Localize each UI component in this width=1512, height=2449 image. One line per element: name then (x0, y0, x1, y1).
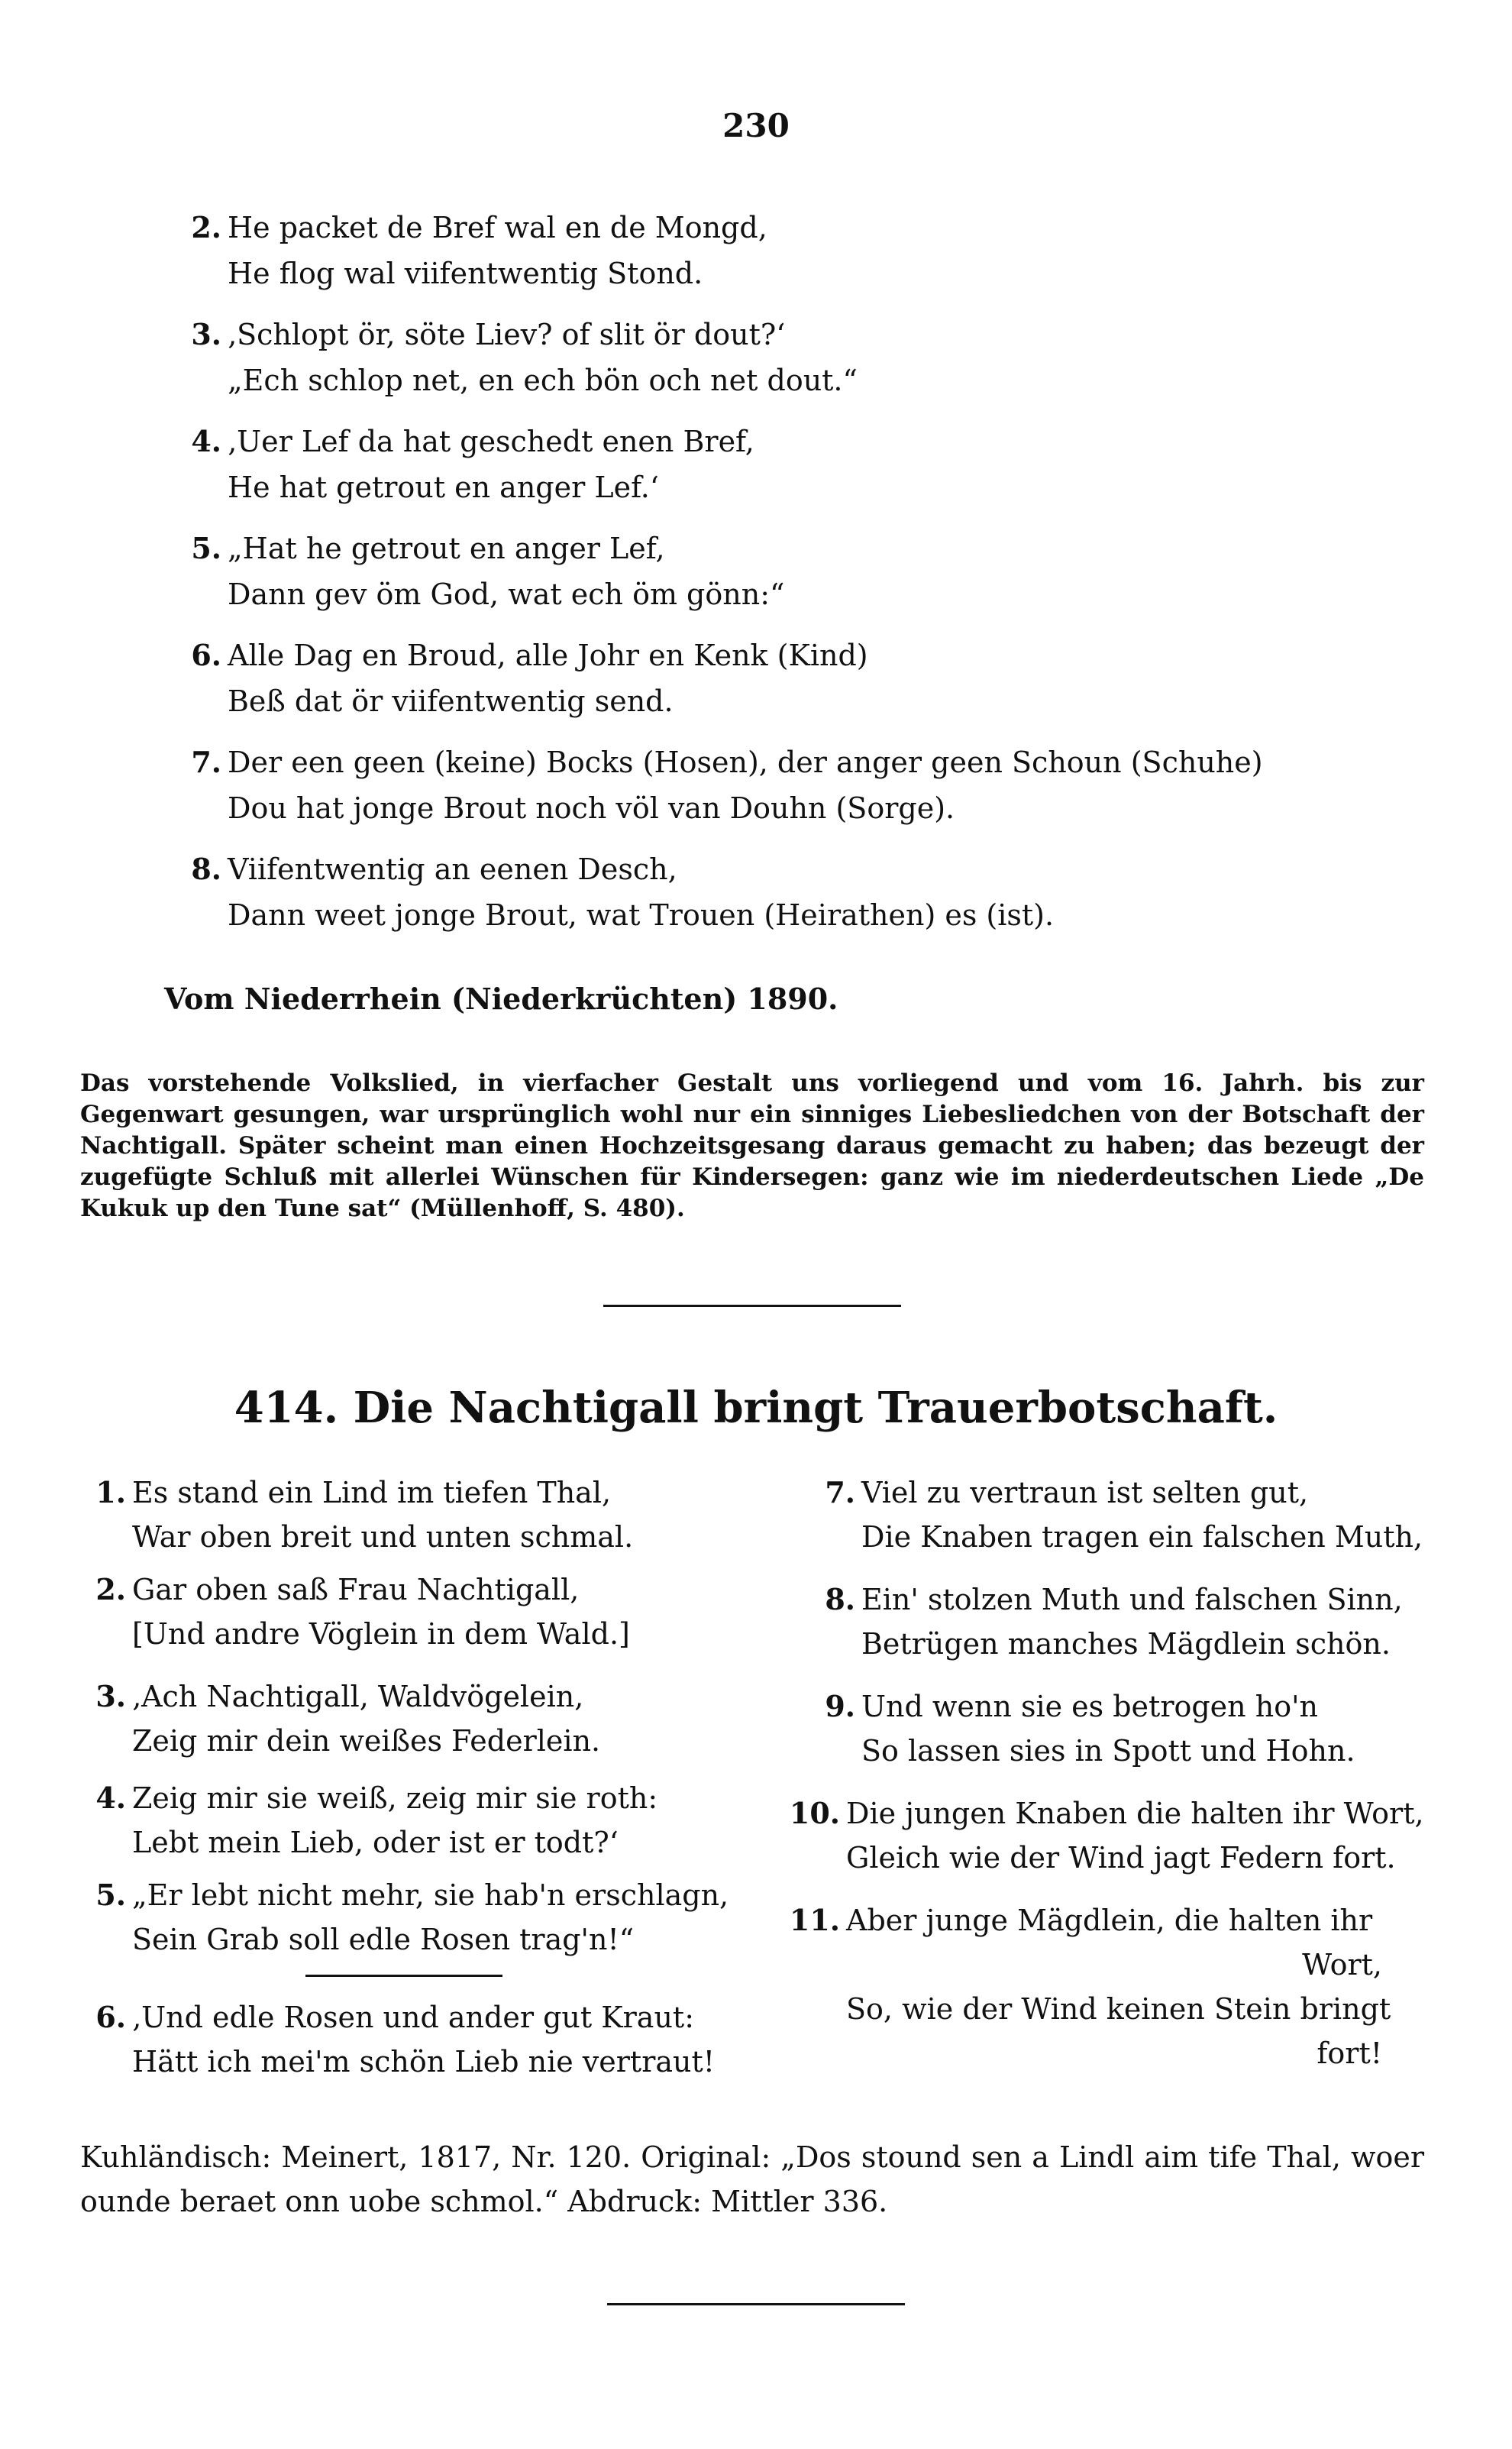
verse-line: „Ech schlop net, en ech bön och net dout.“ (228, 364, 858, 397)
verse-line: 11. Aber junge Mägdlein, die halten ihr (779, 1898, 1391, 1943)
stanza-number: 7. (825, 1475, 855, 1509)
verse-line: 7. Der een geen (keine) Bocks (Hosen), der anger geen Schoun (Schuhe) (182, 739, 1263, 785)
verse-line: [Und andre Vöglein in dem Wald.] (132, 1617, 630, 1651)
verse-line: 6. Alle Dag en Broud, alle Johr en Kenk (Kind) (182, 632, 868, 678)
verse-line: fort! (1317, 2037, 1382, 2070)
verse-line: He hat getrout en anger Lef.‘ (228, 471, 659, 504)
verse-line: Dann gev öm God, wat ech öm gönn:“ (228, 577, 785, 611)
verse-line: 10. Die jungen Knaben die halten ihr Wort, (779, 1791, 1424, 1836)
song-stanza-8 (794, 1577, 1403, 1666)
column-divider (305, 1975, 502, 1977)
verse-line: 8. Ein' stolzen Muth und falschen Sinn, (794, 1577, 1403, 1622)
stanza-number: 8. (825, 1582, 855, 1616)
song-stanza-10 (779, 1791, 1424, 1880)
commentary-paragraph: Das vorstehende Volkslied, in vierfacher Gestalt uns vorliegend und vom 16. Jahrh. bis zur Gegenwart gesungen, war ursprünglich wohl nur ein sinniges Liebesliedchen von der Botschaft der Nachtigall. Später scheint man einen Hochzeitsgesang daraus gemacht zu haben; das bezeugt der zugefügte Schluß mit allerlei Wünschen für Kindersegen: ganz wie im niederdeutschen Liede „De Kukuk up den Tune sat“ (Müllenhoff, S. 480). (80, 1069, 1424, 1222)
verse-line: So lassen sies in Spott und Hohn. (861, 1734, 1355, 1768)
verse-line: 7. Viel zu vertraun ist selten gut, (794, 1470, 1423, 1515)
song-stanza-7 (794, 1470, 1423, 1559)
stanza-number: 6. (191, 638, 221, 672)
verse-line: 1. Es stand ein Lind im tiefen Thal, (80, 1470, 633, 1515)
verse-line: Beß dat ör viifentwentig send. (228, 684, 674, 718)
song-number: 414. (234, 1383, 339, 1433)
stanza-number: 8. (191, 852, 221, 886)
verse-line: Lebt mein Lieb, oder ist er todt?‘ (132, 1826, 619, 1859)
stanza-number: 9. (825, 1689, 855, 1723)
verse-line: 3. ‚Ach Nachtigall, Waldvögelein, (80, 1674, 600, 1719)
verse-line: 8. Viifentwentig an eenen Desch, (182, 846, 1054, 892)
stanza-number: 5. (95, 1878, 126, 1912)
end-divider (607, 2303, 905, 2305)
stanza-number: 3. (191, 317, 221, 351)
verse-line: He flog wal viifentwentig Stond. (228, 257, 703, 290)
stanza-number: 10. (789, 1796, 840, 1830)
verse-line: Hätt ich mei'm schön Lieb nie vertraut! (132, 2045, 716, 2079)
stanza-5 (182, 526, 784, 617)
song-stanza-1 (80, 1470, 633, 1559)
song-heading (0, 1383, 1512, 1433)
song-source: Kuhländisch: Meinert, 1817, Nr. 120. Original: „Dos stound sen a Lindl aim tife Thal, woer ounde beraet onn uobe schmol.“ Abdruck: Mittler 336. (80, 2140, 1424, 2218)
section-divider (603, 1305, 901, 1307)
stanza-number: 1. (95, 1475, 126, 1509)
stanza-3 (182, 312, 858, 403)
stanza-4 (182, 419, 754, 510)
verse-line: Die Knaben tragen ein falschen Muth, (861, 1520, 1423, 1554)
stanza-number: 2. (95, 1572, 126, 1606)
verse-line: 6. ‚Und edle Rosen und ander gut Kraut: (80, 1995, 715, 2040)
verse-line: Wort, (1302, 1948, 1382, 1982)
page-number: 230 (722, 107, 790, 144)
stanza-7 (182, 739, 1263, 831)
verse-line: 4. ‚Uer Lef da hat geschedt enen Bref, (182, 419, 754, 464)
verse-line: So, wie der Wind keinen Stein bringt (846, 1992, 1391, 2026)
verse-line: 2. He packet de Bref wal en de Mongd, (182, 205, 767, 251)
stanza-8 (182, 846, 1054, 938)
stanza-number: 3. (95, 1679, 126, 1713)
stanza-number: 7. (191, 745, 221, 779)
verse-line: Zeig mir dein weißes Federlein. (132, 1724, 601, 1758)
song-stanza-2 (80, 1567, 630, 1656)
stanza-number: 5. (191, 531, 221, 565)
verse-line: Dou hat jonge Brout noch völ van Douhn (Sorge). (228, 791, 955, 825)
verse-line: 5. „Er lebt nicht mehr, sie hab'n erschlagn, (80, 1873, 729, 1917)
stanza-6 (182, 632, 868, 724)
stanza-number: 4. (191, 424, 221, 458)
verse-line: 2. Gar oben saß Frau Nachtigall, (80, 1567, 630, 1612)
song-stanza-4 (80, 1776, 657, 1865)
stanza-number: 4. (95, 1781, 126, 1815)
song-stanza-9 (794, 1684, 1355, 1773)
stanza-number: 11. (789, 1903, 840, 1937)
verse-line: Betrügen manches Mägdlein schön. (861, 1627, 1391, 1661)
verse-line: Gleich wie der Wind jagt Federn fort. (846, 1841, 1396, 1875)
stanza-number: 6. (95, 2000, 126, 2034)
song-stanza-6 (80, 1995, 715, 2084)
verse-line: War oben breit und unten schmal. (132, 1520, 634, 1554)
verse-line: 3. ‚Schlopt ör, söte Liev? of slit ör dout?‘ (182, 312, 858, 357)
song-stanza-5 (80, 1873, 729, 1962)
poem-source: Vom Niederrhein (Niederkrüchten) 1890. (164, 982, 838, 1016)
verse-line: Sein Grab soll edle Rosen trag'n!“ (132, 1923, 635, 1956)
verse-line: 9. Und wenn sie es betrogen ho'n (794, 1684, 1355, 1729)
stanza-number: 2. (191, 210, 221, 244)
song-title: Die Nachtigall bringt Trauerbotschaft. (353, 1383, 1278, 1433)
song-stanza-3 (80, 1674, 600, 1763)
song-stanza-11 (779, 1898, 1391, 2075)
stanza-2 (182, 205, 767, 296)
verse-line: 5. „Hat he getrout en anger Lef, (182, 526, 784, 571)
verse-line: 4. Zeig mir sie weiß, zeig mir sie roth: (80, 1776, 657, 1820)
verse-line: Dann weet jonge Brout, wat Trouen (Heirathen) es (ist). (228, 898, 1055, 932)
